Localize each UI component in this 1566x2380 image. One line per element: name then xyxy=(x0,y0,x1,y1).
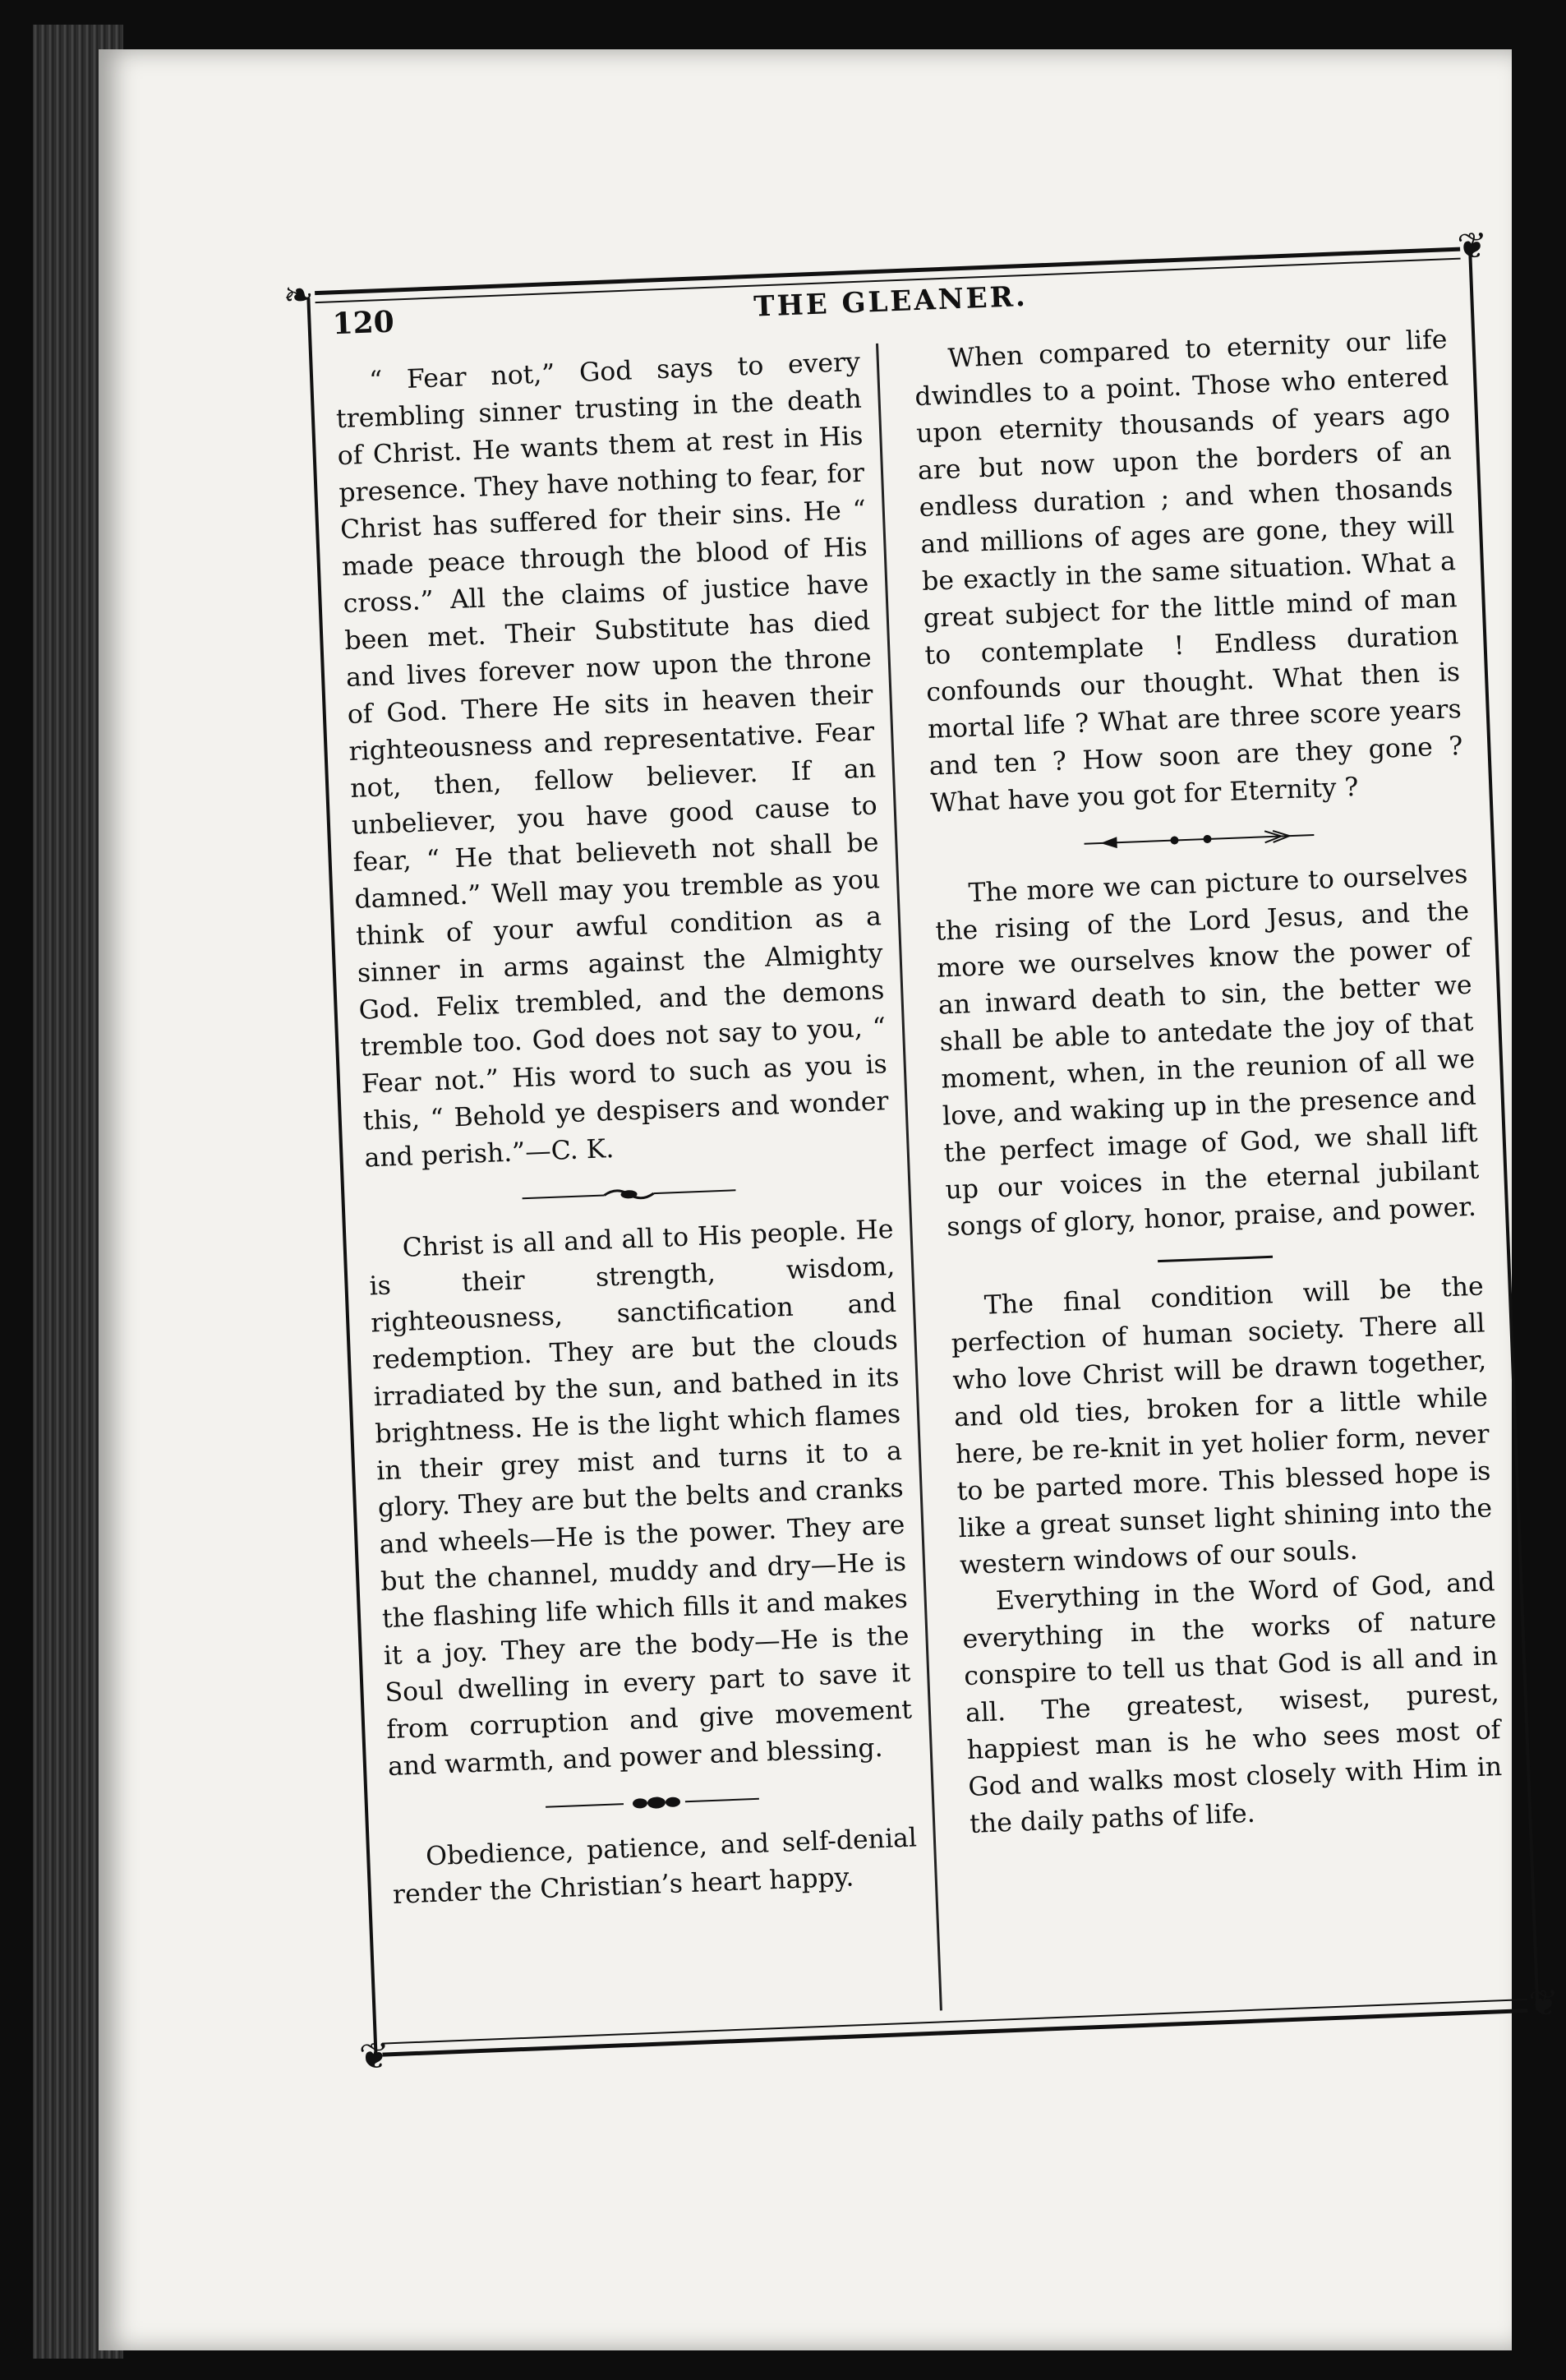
fleuron-icon: ❦ xyxy=(358,2035,390,2078)
paragraph-christ-is-all: Christ is all and all to His people. He is their strength, wisdom, righteousness, sanctification and redemption. They are but the clouds irradiated by the sun, and bathed in its brightness. He is the light which flames in their grey mist and turns it to a glory. They are but the belts and cranks and wheels—He is the power. They are but the channel, muddy and dry—He is the flashing life which fills it and makes it a joy. They are the body—He is the Soul dwelling in every part to save it from corruption and give movement and warmth, and power and blessing. xyxy=(368,1214,913,1783)
fleuron-icon: ❦ xyxy=(1456,224,1489,268)
paragraph-fear-not: “ Fear not,” God says to every trembling sinner trusting in the death of Christ. He wants them at rest in His presence. They have nothing to fear, for Christ has suffered for their sins. He “ made peace through the blood of His cross.” All the claims of justice have been met. Their Substitute has died and lives forever now upon the throne of God. There He sits in heaven their righteousness and representative. Fear not, then, fellow believer. If an unbeliever, you have good cause to fear, “ He that believeth not shall be damned.” Well may you tremble as you think of your awful condition as a sinner in arms against the Almighty God. Felix trembled, and the demons tremble too. God does not say to you, “ Fear not.” His word to such as you is this, “ Behold ye despisers and wonder and perish.”—C. K. xyxy=(335,347,890,1174)
frame-border-bottom xyxy=(382,2009,1527,2057)
running-title: THE GLEANER. xyxy=(753,279,1029,324)
paragraph-final-condition: The final condition will be the perfection of human society. There all who love Christ will be drawn together, and old ties, broken for a little while here, be re-knit in yet holier form, never to be parted more. This blessed hope is like a great sunset light shining into the western windows of our souls. xyxy=(951,1271,1493,1581)
fleuron-icon: ❧ xyxy=(282,274,315,317)
paragraph-obedience: Obedience, patience, and self-denial render the Christian’s heart happy. xyxy=(392,1823,918,1910)
left-column xyxy=(334,344,919,1914)
paragraph-rising-of-jesus: The more we can picture to ourselves the rising of the Lord Jesus, and the more we ourselves know the power of an inward death to sin, the better we shall be able to antedate the joy of that moment, when, in the reunion of all we love, and waking up in the presence and the perfect image of God, we shall lift up our voices in the eternal jubilant songs of glory, honor, praise, and power. xyxy=(934,859,1480,1243)
fleuron-icon: ❦ xyxy=(1527,1981,1560,2025)
page-number: 120 xyxy=(331,304,395,342)
right-column xyxy=(913,321,1504,1843)
paragraph-eternity: When compared to eternity our life dwindles to a point. Those who entered upon eternity thousands of years ago are but now upon the borders of an endless duration ; and when thosands and millions of ages are gone, they will be exactly in the same situation. What a great subject for the little mind of man to contemplate ! Endless duration confounds our thought. What then is mortal life ? What are three score years and ten ? How soon are they gone ? What have you got for Eternity ? xyxy=(914,325,1464,819)
page-frame xyxy=(282,181,1560,2091)
frame-border-bottom-inner xyxy=(382,1999,1527,2045)
paragraph-everything: Everything in the Word of God, and everything in the works of nature conspire to tell us that God is all and in all. The greatest, wisest, purest, happiest man is he who sees most of God and walks most closely with Him in the daily paths of life. xyxy=(961,1567,1503,1839)
